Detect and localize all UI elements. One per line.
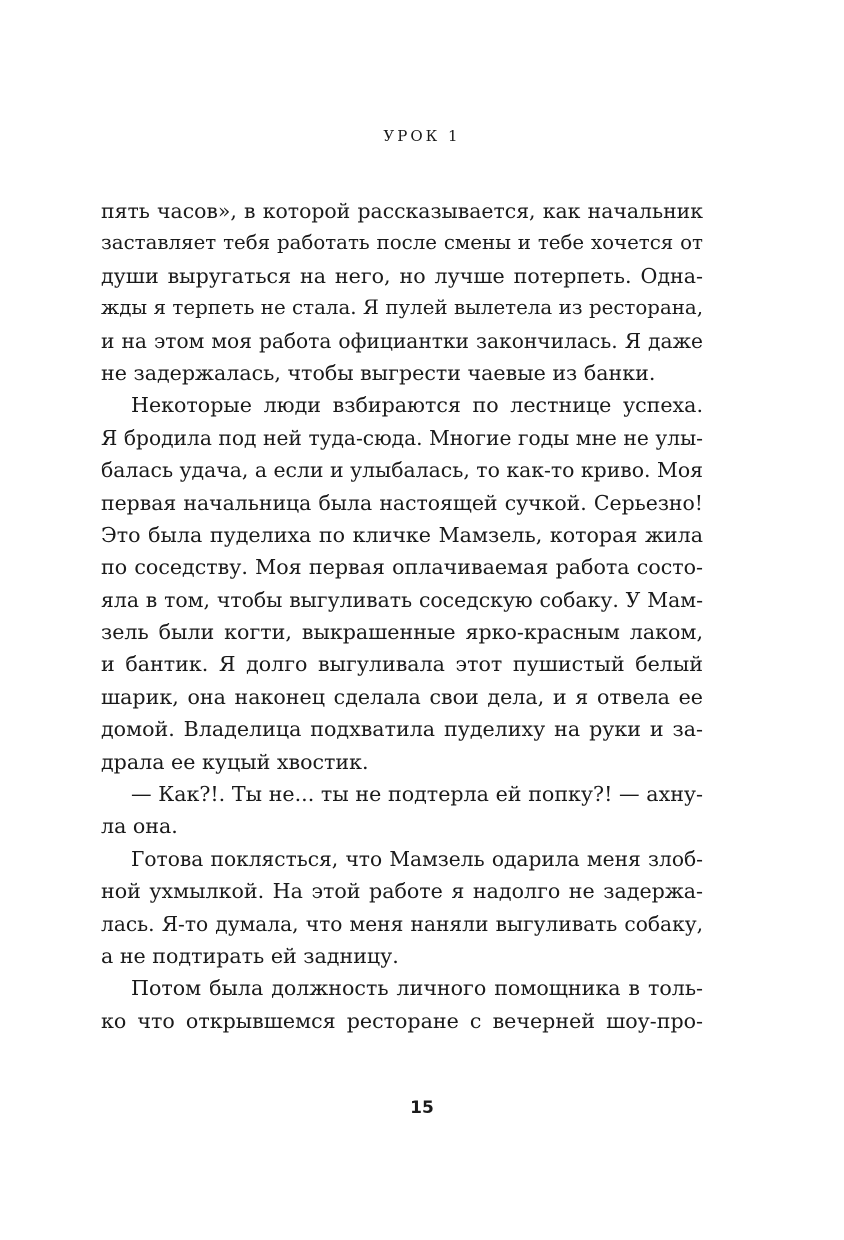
text-line: Я бродила под ней туда-сюда. Многие годы мне не улы- [101,425,703,450]
text-line: Готова поклясться, что Мамзель одарила меня злоб- [131,846,703,871]
text-line: и на этом моя работа официантки закончилась. Я даже [101,328,703,353]
text-line: жды я терпеть не стала. Я пулей вылетела из ресторана, [101,296,703,320]
page-number: 15 [410,1098,434,1118]
running-header: УРОК 1 [383,127,461,145]
text-line: — Как?!. Ты не... ты не подтерла ей попку?! — ахну- [131,782,703,807]
text-line: драла ее куцый хвостик. [101,749,369,774]
text-line: Некоторые люди взбираются по лестнице успеха. [131,393,703,418]
text-line: по соседству. Моя первая оплачиваемая работа состо- [101,555,703,580]
text-line: ла она. [101,814,178,839]
text-line: а не подтирать ей задницу. [101,943,399,968]
text-line: ной ухмылкой. На этой работе я надолго не задержа- [101,879,703,904]
text-line: Потом была должность личного помощника в толь- [131,976,703,1001]
text-line: и бантик. Я долго выгуливала этот пушистый белый [101,652,703,677]
text-line: зель были когти, выкрашенные ярко-красным лаком, [101,620,703,645]
text-line: яла в том, чтобы выгуливать соседскую собаку. У Мам- [101,587,703,612]
text-line: первая начальница была настоящей сучкой. Серьезно! [101,490,703,515]
text-line: заставляет тебя работать после смены и тебе хочется от [101,231,703,255]
text-line: домой. Владелица подхватила пуделиху на руки и за- [101,717,703,742]
text-line: лась. Я-то думала, что меня наняли выгуливать собаку, [101,911,703,936]
text-line: пять часов», в которой рассказывается, как начальник [101,199,703,223]
text-line: шарик, она наконец сделала свои дела, и я отвела ее [101,684,703,709]
text-line: ко что открывшемся ресторане с вечерней шоу-про- [101,1008,703,1033]
text-line: балась удача, а если и улыбалась, то как-то криво. Моя [101,458,704,483]
text-line: Это была пуделиха по кличке Мамзель, которая жила [101,522,703,547]
body-text [101,195,703,1037]
text-line: души выругаться на него, но лучше потерпеть. Одна- [101,263,703,288]
text-line: не задержалась, чтобы выгрести чаевые из банки. [101,360,656,385]
